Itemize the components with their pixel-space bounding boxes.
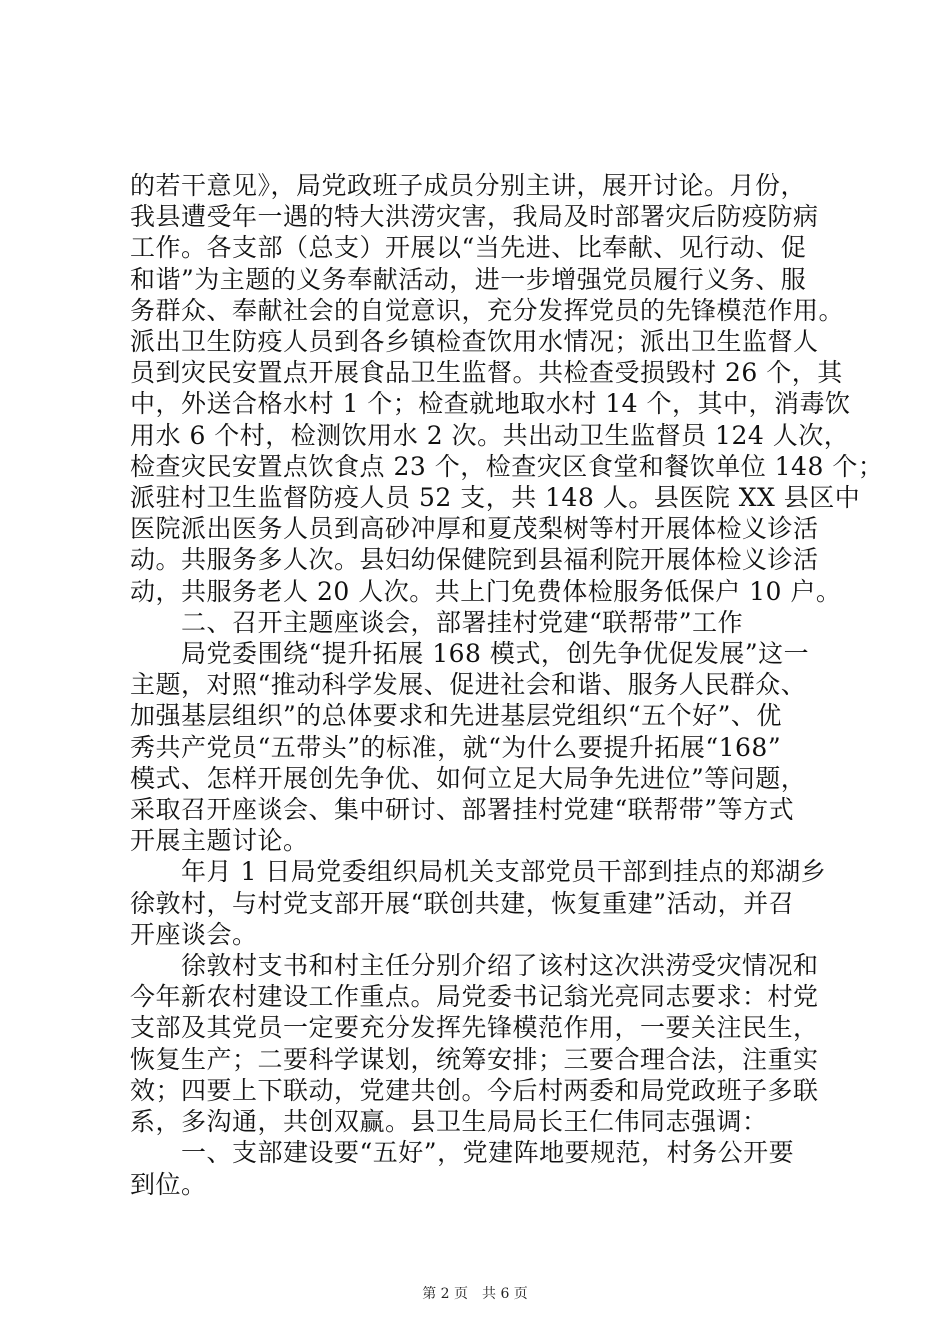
text-line: 恢复生产；二要科学谋划，统筹安排；三要合理合法，注重实 — [130, 1044, 819, 1074]
text-line: 秀共产党员“五带头”的标准，就“为什么要提升拓展“168” — [130, 732, 782, 762]
text-line: 工作。各支部（总支）开展以“当先进、比奉献、见行动、促 — [130, 233, 807, 263]
text-line: 主题，对照“推动科学发展、促进社会和谐、服务人民群众、 — [130, 670, 807, 700]
text-line: 开座谈会。 — [130, 919, 258, 949]
text-line: 支部及其党员一定要充分发挥先锋模范作用，一要关注民生， — [130, 1013, 819, 1043]
text-line: 开展主题讨论。 — [130, 826, 309, 856]
text-line: 徐敦村支书和村主任分别介绍了该村这次洪涝受灾情况和 — [130, 951, 819, 981]
text-line: 效；四要上下联动，党建共创。今后村两委和局党政班子多联 — [130, 1075, 819, 1105]
text-line: 加强基层组织”的总体要求和先进基层党组织“五个好”、优 — [130, 701, 782, 731]
text-line: 一、支部建设要“五好”，党建阵地要规范，村务公开要 — [130, 1138, 795, 1168]
page-number-footer: 第 2 页 共 6 页 — [422, 1286, 528, 1302]
text-line: 徐敦村，与村党支部开展“联创共建，恢复重建”活动，并召 — [130, 888, 795, 918]
text-line: 的若干意见》，局党政班子成员分别主讲，展开讨论。月份， — [130, 171, 807, 200]
document-body — [130, 170, 884, 1200]
text-line: 到位。 — [130, 1169, 207, 1199]
text-line: 用水 6 个村，检测饮用水 2 次。共出动卫生监督员 124 人次， — [130, 420, 850, 450]
text-line: 务群众、奉献社会的自觉意识，充分发挥党员的先锋模范作用。 — [130, 295, 845, 325]
text-line: 系，多沟通，共创双赢。县卫生局局长王仁伟同志强调： — [130, 1107, 768, 1137]
text-line: 动，共服务老人 20 人次。共上门免费体检服务低保户 10 户。 — [130, 576, 842, 606]
text-line: 和谐”为主题的义务奉献活动，进一步增强党员履行义务、服 — [130, 264, 807, 294]
text-line: 局党委围绕“提升拓展 168 模式，创先争优促发展”这一 — [130, 639, 810, 669]
text-line: 年月 1 日局党委组织局机关支部党员干部到挂点的郑湖乡 — [130, 857, 827, 887]
text-line: 派出卫生防疫人员到各乡镇检查饮用水情况；派出卫生监督人 — [130, 327, 819, 357]
text-line: 中，外送合格水村 1 个；检查就地取水村 14 个，其中，消毒饮 — [130, 389, 851, 419]
text-line: 今年新农村建设工作重点。局党委书记翁光亮同志要求：村党 — [130, 982, 819, 1012]
text-line: 派驻村卫生监督防疫人员 52 支，共 148 人。县医院 XX 县区中 — [130, 483, 861, 513]
section-heading: 二、召开主题座谈会，部署挂村党建“联帮带”工作 — [130, 607, 744, 637]
text-line: 动。共服务多人次。县妇幼保健院到县福利院开展体检义诊活 — [130, 545, 819, 575]
text-line: 我县遭受年一遇的特大洪涝灾害，我局及时部署灾后防疫防病 — [130, 202, 819, 232]
text-line: 采取召开座谈会、集中研讨、部署挂村党建“联帮带”等方式 — [130, 795, 795, 825]
text-line: 检查灾民安置点饮食点 23 个，检查灾区食堂和餐饮单位 148 个； — [130, 451, 884, 481]
text-line: 医院派出医务人员到高砂冲厚和夏茂梨树等村开展体检义诊活 — [130, 514, 819, 544]
text-line: 员到灾民安置点开展食品卫生监督。共检查受损毁村 26 个，其 — [130, 358, 843, 388]
text-line: 模式、怎样开展创先争优、如何立足大局争先进位”等问题， — [130, 763, 807, 793]
